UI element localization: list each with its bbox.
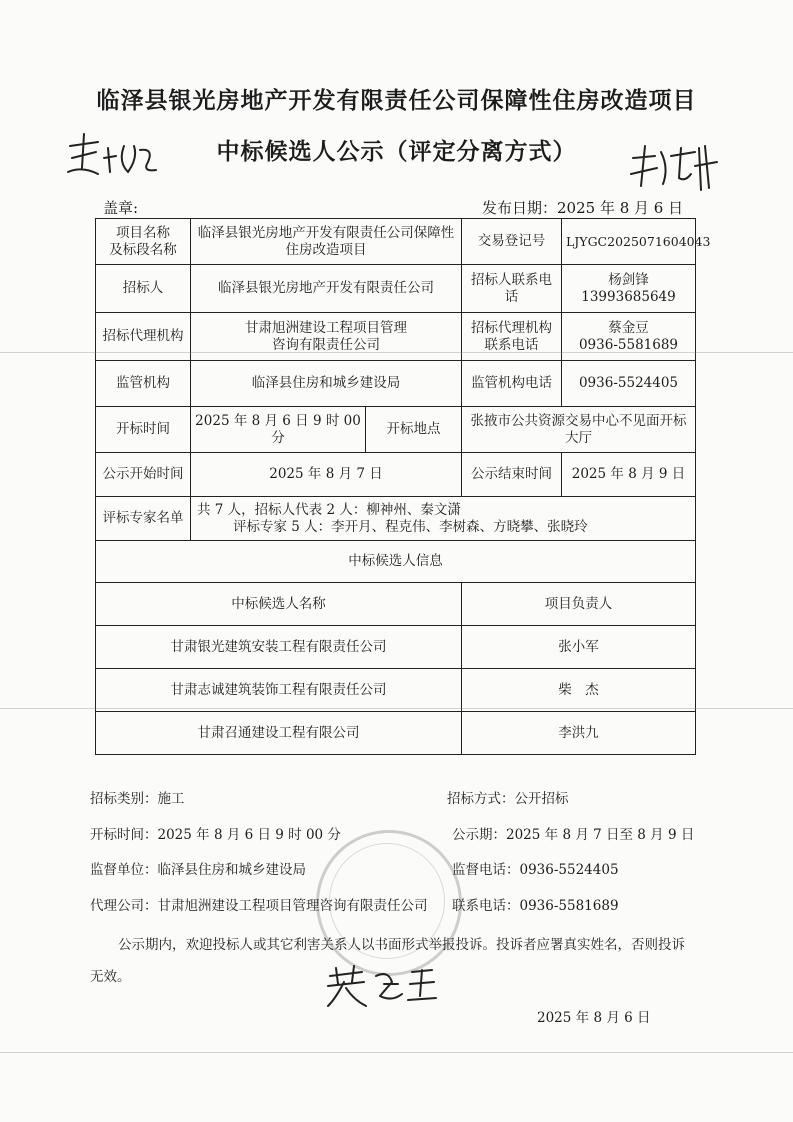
handwritten-signature-right [625, 138, 725, 198]
footer-category: 招标类别：施工 [90, 791, 185, 807]
notice-end-label: 公示结束时间 [462, 453, 562, 497]
agency-phone-label: 招标代理机构 联系电话 [462, 313, 562, 361]
agency-contact: 蔡金豆 [608, 319, 649, 336]
footer-agency-phone: 联系电话：0936-5581689 [452, 898, 619, 914]
open-place-label: 开标地点 [366, 407, 462, 453]
footer-agency: 代理公司：甘肃旭洲建设工程项目管理咨询有限责任公司 [90, 898, 428, 914]
scan-artifact-line [0, 1052, 793, 1053]
row-supervisor [96, 361, 696, 407]
supervisor-value: 临泽县住房和城乡建设局 [191, 361, 462, 407]
reg-value: LJYGC2025071604043 [562, 219, 696, 265]
candidate-row [96, 669, 696, 712]
handwritten-signature-left [58, 128, 168, 188]
footer-notice-line1: 公示期内，欢迎投标人或其它利害关系人以书面形式举报投诉。投诉者应署真实姓名，否则投诉 [118, 937, 685, 953]
footer-open-time: 开标时间：2025 年 8 月 6 日 9 时 00 分 [90, 827, 341, 843]
footer-notice-period: 公示期：2025 年 8 月 7 日至 8 月 9 日 [452, 827, 695, 843]
candidate-manager: 张小军 [462, 626, 696, 669]
document-title-line2: 中标候选人公示（评定分离方式） [216, 138, 577, 165]
row-project [96, 219, 696, 265]
open-time-value: 2025 年 8 月 6 日 9 时 00 分 [191, 407, 366, 453]
candidate-manager: 李洪九 [462, 712, 696, 755]
publish-date: 发布日期：2025 年 8 月 6 日 [482, 199, 684, 217]
candidate-name: 甘肃银光建筑安装工程有限责任公司 [96, 626, 462, 669]
tender-info-table [95, 218, 711, 755]
seal-label: 盖章: [103, 199, 139, 217]
notice-start-value: 2025 年 8 月 7 日 [191, 453, 462, 497]
tenderer-label: 招标人 [96, 265, 191, 313]
experts-line2: 评标专家 5 人：李开月、程克伟、李树森、方晓攀、张晓玲 [233, 518, 588, 535]
agency-phone: 0936-5581689 [578, 336, 679, 353]
candidate-manager-header: 项目负责人 [462, 583, 696, 626]
agency-label: 招标代理机构 [96, 313, 191, 361]
tenderer-value: 临泽县银光房地产开发有限责任公司 [191, 265, 462, 313]
row-agency [96, 313, 696, 361]
row-notice-period [96, 453, 696, 497]
supervisor-phone: 0936-5524405 [562, 361, 696, 407]
candidate-name: 甘肃志诚建筑装饰工程有限责任公司 [96, 669, 462, 712]
experts-line1: 共 7 人，招标人代表 2 人：柳神州、秦文潇 [197, 501, 461, 518]
tenderer-contact-cell [562, 265, 696, 313]
document-title-line1: 临泽县银光房地产开发有限责任公司保障性住房改造项目 [96, 87, 697, 114]
tenderer-phone-label: 招标人联系电话 [462, 265, 562, 313]
candidates-header: 中标候选人信息 [96, 541, 696, 583]
handwritten-signature-agent [322, 962, 442, 1012]
project-label: 项目名称 及标段名称 [96, 219, 191, 265]
reg-label: 交易登记号 [462, 219, 562, 265]
tenderer-phone: 13993685649 [581, 288, 676, 305]
agency-value: 甘肃旭洲建设工程项目管理 咨询有限责任公司 [191, 313, 462, 361]
footer-date: 2025 年 8 月 6 日 [537, 1010, 651, 1026]
scan-artifact-line [0, 352, 793, 353]
row-candidates-header [96, 541, 696, 583]
candidate-name: 甘肃召通建设工程有限公司 [96, 712, 462, 755]
experts-label: 评标专家名单 [96, 497, 191, 541]
open-place-value: 张掖市公共资源交易中心不见面开标大厅 [462, 407, 696, 453]
row-candidate-columns [96, 583, 696, 626]
candidate-manager: 柴 杰 [462, 669, 696, 712]
tenderer-contact: 杨剑锋 [608, 271, 649, 288]
candidate-row [96, 626, 696, 669]
supervisor-phone-label: 监管机构电话 [462, 361, 562, 407]
supervisor-label: 监管机构 [96, 361, 191, 407]
row-open-time [96, 407, 696, 453]
experts-value [191, 497, 696, 541]
row-tenderer [96, 265, 696, 313]
open-time-label: 开标时间 [96, 407, 191, 453]
footer-notice-line2: 无效。 [90, 969, 131, 985]
notice-start-label: 公示开始时间 [96, 453, 191, 497]
row-experts [96, 497, 696, 541]
footer-method: 招标方式：公开招标 [447, 791, 569, 807]
footer-supervisor-phone: 监督电话：0936-5524405 [452, 862, 619, 878]
scan-artifact-line [0, 708, 793, 709]
footer-supervisor: 监督单位：临泽县住房和城乡建设局 [90, 862, 306, 878]
candidate-row [96, 712, 696, 755]
candidate-name-header: 中标候选人名称 [96, 583, 462, 626]
agency-contact-cell [562, 313, 696, 361]
project-value: 临泽县银光房地产开发有限责任公司保障性住房改造项目 [191, 219, 462, 265]
notice-end-value: 2025 年 8 月 9 日 [562, 453, 696, 497]
